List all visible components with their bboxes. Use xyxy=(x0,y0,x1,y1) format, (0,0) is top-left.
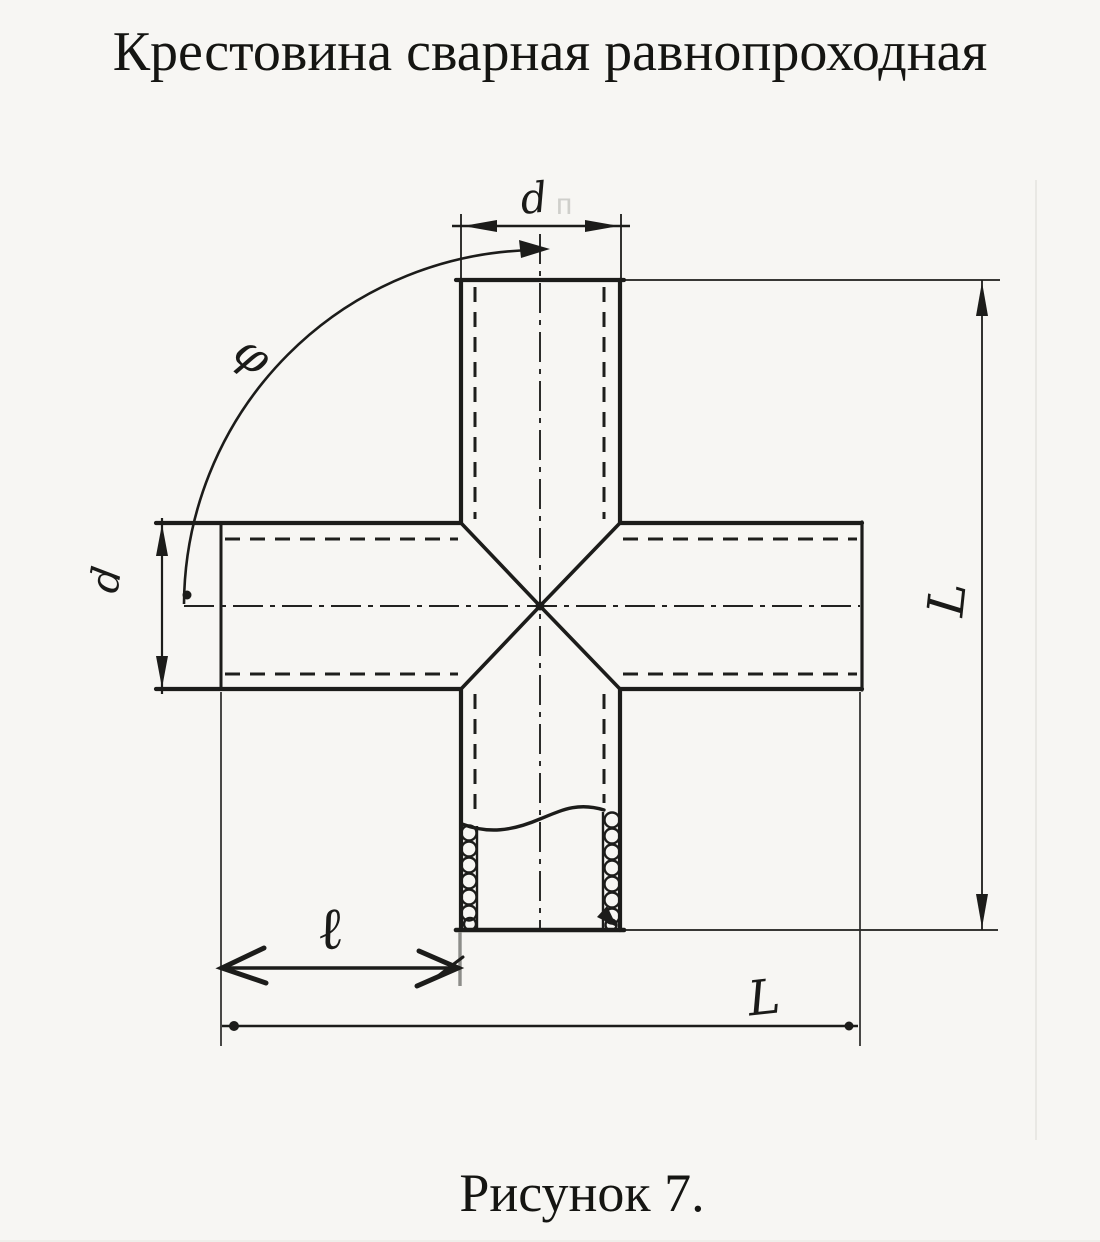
center-point xyxy=(536,602,545,611)
page-title: Крестовина сварная равнопроходная xyxy=(112,21,988,83)
label-d-left: d xyxy=(81,562,132,597)
scan-artifacts xyxy=(0,180,1100,1241)
dimension-d-top xyxy=(452,172,630,280)
arrowhead-up xyxy=(156,524,168,556)
arrowhead-down xyxy=(156,656,168,688)
label-L-right: L xyxy=(916,579,978,619)
ghost-mark: п xyxy=(556,188,573,221)
figure-caption: Рисунок 7. xyxy=(459,1163,705,1223)
arrowhead-up xyxy=(976,282,988,316)
arc-end-dot xyxy=(183,591,192,600)
dimension-L-right xyxy=(624,280,1000,930)
arc-arrowhead xyxy=(519,240,550,258)
label-L-bottom: L xyxy=(745,968,783,1028)
hidden-bore-lines xyxy=(225,287,857,818)
dimension-d-left xyxy=(81,518,168,694)
angle-arc xyxy=(183,240,551,604)
label-l-small: ℓ xyxy=(313,893,347,965)
label-angle: φ xyxy=(223,323,283,386)
break-line xyxy=(462,807,604,830)
label-d-top: d xyxy=(517,172,550,224)
dimension-l-small xyxy=(221,692,463,1046)
arrowhead-down xyxy=(976,894,988,928)
hand-arrow-left xyxy=(222,948,266,983)
arrowhead-left xyxy=(463,220,497,232)
end-dot-right xyxy=(845,1022,854,1031)
dimension-L-bottom xyxy=(222,692,860,1046)
arrowhead-right xyxy=(585,220,619,232)
end-dot-left xyxy=(229,1021,239,1031)
